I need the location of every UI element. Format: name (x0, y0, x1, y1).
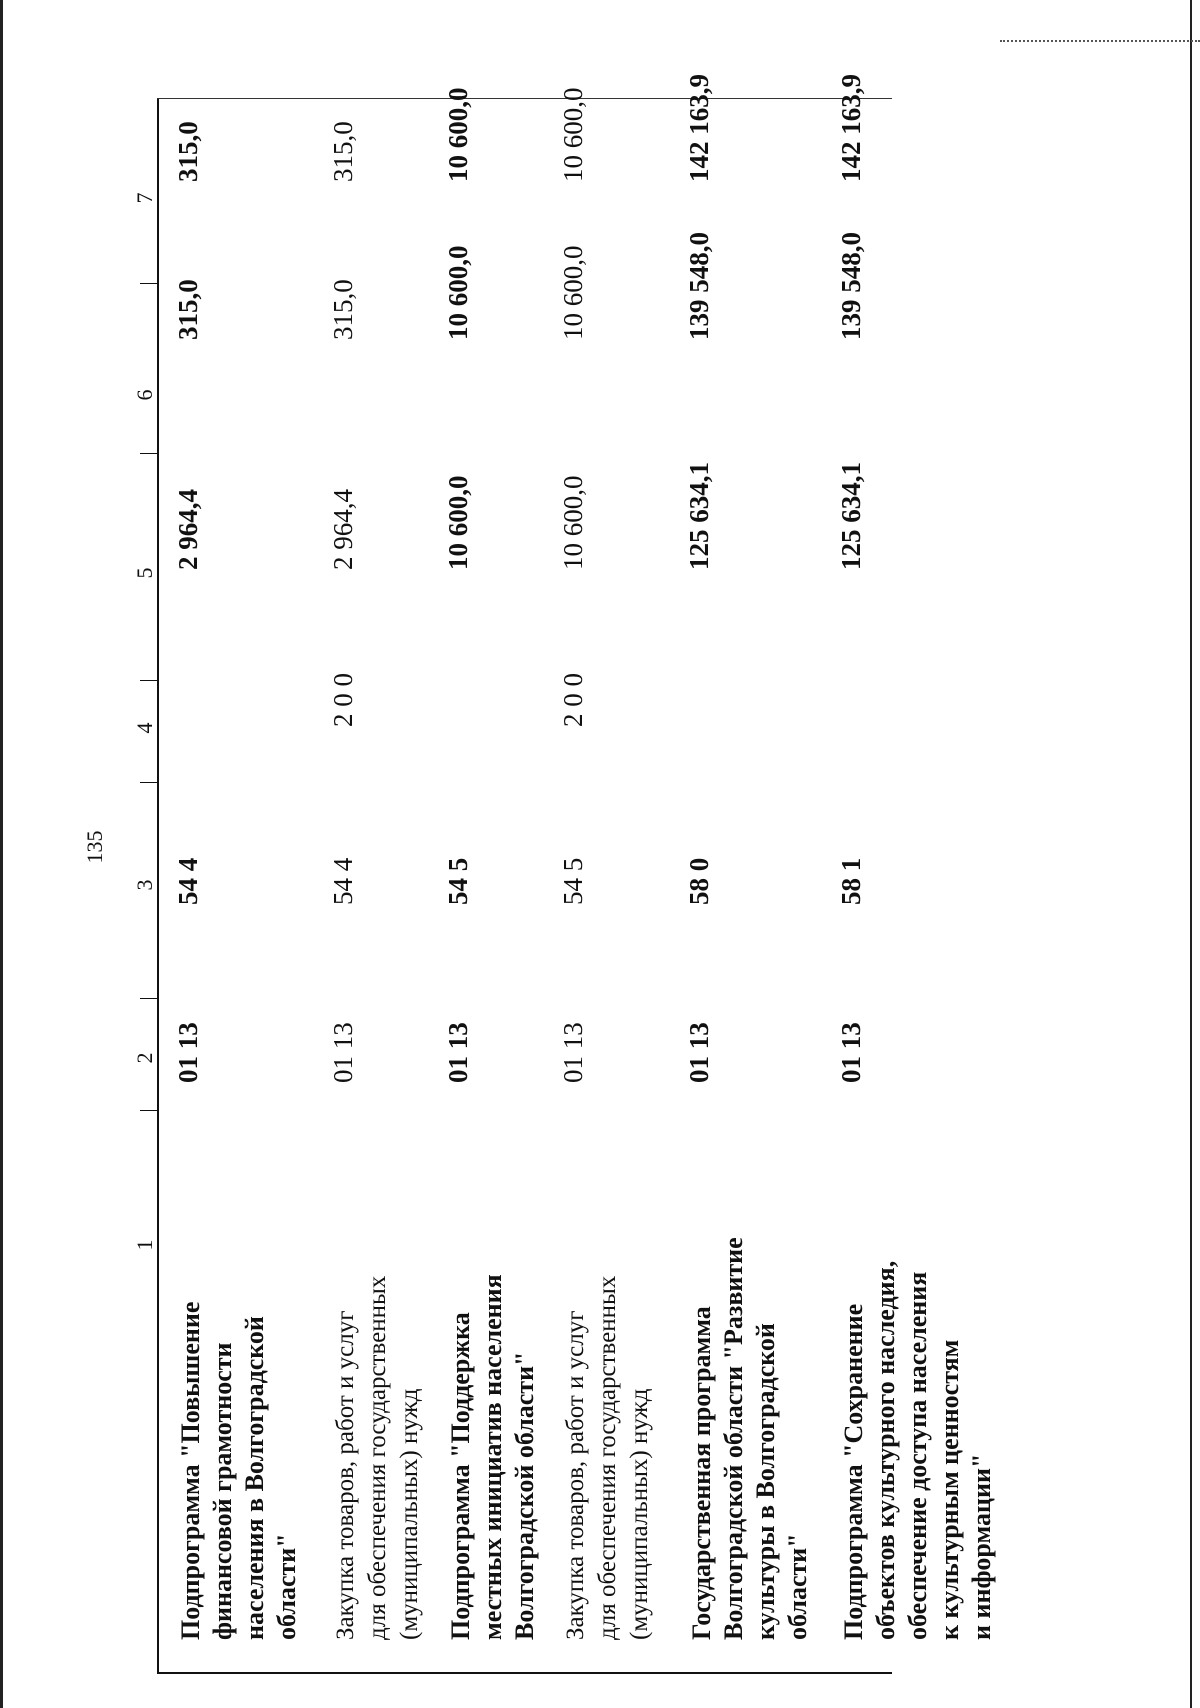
cell-section: 01 13 (328, 1022, 358, 1083)
row-name-line: финансовой грамотности (208, 1342, 237, 1640)
row-name (686, 1170, 814, 1640)
column-header-3: 3 (132, 879, 157, 891)
row-name-line: (муниципальных) нужд (626, 1388, 653, 1640)
row-name-line: для обеспечения государственных (364, 1275, 391, 1640)
cell-type: 2 0 0 (328, 673, 358, 727)
row-name-line: Волгоградской области "Развитие (719, 1237, 748, 1640)
row-name (330, 1170, 426, 1640)
cell-section: 01 13 (836, 1022, 866, 1083)
row-name-line: Государственная программа (687, 1306, 716, 1640)
cell-section: 01 13 (173, 1022, 203, 1083)
column-header-7: 7 (132, 192, 157, 204)
cell-v7: 10 600,0 (558, 87, 588, 182)
cell-target: 54 4 (173, 857, 203, 905)
row-name-line: и информации" (967, 1453, 996, 1640)
column-separator (140, 453, 159, 454)
cell-v5: 2 964,4 (173, 489, 203, 570)
cell-v5: 10 600,0 (558, 475, 588, 570)
cell-v6: 315,0 (328, 279, 358, 340)
row-name-line: Подпрограмма "Повышение (176, 1301, 205, 1640)
row-name-line: местных инициатив населения (478, 1274, 507, 1640)
row-name-line: обеспечение доступа населения (903, 1271, 932, 1640)
cell-v5: 125 634,1 (684, 462, 714, 570)
page-number: 135 (82, 830, 107, 864)
cell-v7: 315,0 (328, 121, 358, 182)
cell-target: 54 5 (558, 857, 588, 905)
row-name-line: области" (272, 1533, 301, 1640)
cell-v6: 139 548,0 (836, 232, 866, 340)
column-separator (140, 998, 159, 999)
cell-v7: 10 600,0 (443, 87, 473, 182)
column-separator (140, 1110, 159, 1111)
cell-section: 01 13 (443, 1022, 473, 1083)
cell-type: 2 0 0 (558, 673, 588, 727)
cell-v7: 315,0 (173, 121, 203, 182)
row-name (560, 1170, 656, 1640)
cell-section: 01 13 (558, 1022, 588, 1083)
cell-target: 54 4 (328, 857, 358, 905)
row-name-line: населения в Волгоградской (240, 1316, 269, 1640)
column-separator (140, 782, 159, 783)
column-separator (140, 680, 159, 681)
row-name-line: к культурным ценностям (935, 1339, 964, 1640)
column-separator (140, 283, 159, 284)
cell-v7: 142 163,9 (684, 74, 714, 182)
cell-v6: 10 600,0 (443, 245, 473, 340)
cell-v6: 139 548,0 (684, 232, 714, 340)
cell-target: 54 5 (443, 857, 473, 905)
cell-target: 58 1 (836, 857, 866, 905)
row-name-line: области" (783, 1533, 812, 1640)
row-name-line: Подпрограмма "Поддержка (446, 1312, 475, 1640)
cell-v5: 10 600,0 (443, 475, 473, 570)
column-header-5: 5 (132, 567, 157, 579)
row-name (445, 1170, 541, 1640)
column-header-2: 2 (132, 1052, 157, 1064)
cell-v6: 315,0 (173, 279, 203, 340)
row-name-line: Закупка товаров, работ и услуг (562, 1310, 589, 1640)
column-header-4: 4 (132, 722, 157, 734)
cell-v5: 125 634,1 (836, 462, 866, 570)
row-name-line: культуры в Волгоградской (751, 1323, 780, 1640)
row-name-line: Подпрограмма "Сохранение (839, 1303, 868, 1640)
row-name-line: Закупка товаров, работ и услуг (332, 1310, 359, 1640)
row-name-line: (муниципальных) нужд (396, 1388, 423, 1640)
row-name-line: Волгоградской области" (510, 1351, 539, 1640)
row-name-line: для обеспечения государственных (594, 1275, 621, 1640)
column-header-1: 1 (132, 1239, 157, 1251)
row-name-line: объектов культурного наследия, (871, 1260, 900, 1640)
row-name (838, 1170, 998, 1640)
row-name (175, 1170, 303, 1640)
cell-v7: 142 163,9 (836, 74, 866, 182)
cell-target: 58 0 (684, 857, 714, 905)
cell-v5: 2 964,4 (328, 489, 358, 570)
column-header-6: 6 (132, 389, 157, 401)
table-bottom-rule (157, 1672, 892, 1674)
table-top-rule (157, 98, 892, 99)
cell-section: 01 13 (684, 1022, 714, 1083)
cell-v6: 10 600,0 (558, 245, 588, 340)
